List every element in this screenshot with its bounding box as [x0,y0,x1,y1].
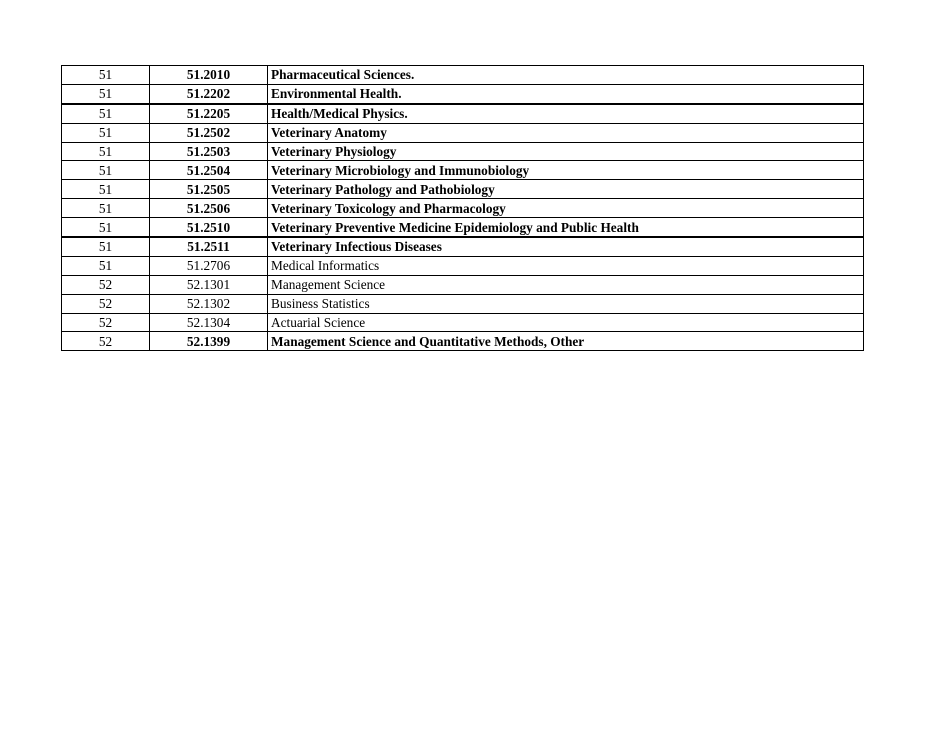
program-title-cell: Pharmaceutical Sciences. [268,66,864,85]
table-row [62,256,864,275]
program-title-cell: Actuarial Science [268,313,864,332]
cip-code-cell: 52.1304 [150,313,268,332]
table-row [62,104,864,123]
cip-code-table [61,65,864,351]
series-cell: 52 [62,313,150,332]
cip-code-cell: 51.2503 [150,142,268,161]
table-row [62,66,864,85]
program-title-cell: Business Statistics [268,294,864,313]
cip-code-cell: 51.2504 [150,161,268,180]
series-cell: 52 [62,275,150,294]
series-cell: 51 [62,237,150,256]
table-row [62,142,864,161]
table-row [62,84,864,103]
program-title-cell: Health/Medical Physics. [268,104,864,123]
table-row [62,237,864,256]
program-title-cell: Environmental Health. [268,84,864,103]
program-title-cell: Veterinary Infectious Diseases [268,237,864,256]
program-title-cell: Veterinary Anatomy [268,123,864,142]
program-title-cell: Veterinary Preventive Medicine Epidemiology and Public Health [268,218,864,237]
cip-code-cell: 51.2506 [150,199,268,218]
program-title-cell: Management Science [268,275,864,294]
cip-code-cell: 52.1399 [150,332,268,351]
series-cell: 51 [62,180,150,199]
program-title-cell: Veterinary Physiology [268,142,864,161]
table-row [62,332,864,351]
program-title-cell: Veterinary Pathology and Pathobiology [268,180,864,199]
cip-code-cell: 51.2202 [150,84,268,103]
series-cell: 52 [62,294,150,313]
series-cell: 51 [62,256,150,275]
series-cell: 51 [62,161,150,180]
series-cell: 51 [62,123,150,142]
cip-code-cell: 51.2010 [150,66,268,85]
series-cell: 51 [62,66,150,85]
series-cell: 51 [62,199,150,218]
program-title-cell: Veterinary Microbiology and Immunobiology [268,161,864,180]
table-row [62,161,864,180]
table-row [62,123,864,142]
cip-code-cell: 51.2502 [150,123,268,142]
table-row [62,313,864,332]
series-cell: 51 [62,84,150,103]
series-cell: 51 [62,218,150,237]
cip-code-cell: 52.1301 [150,275,268,294]
program-title-cell: Management Science and Quantitative Methods, Other [268,332,864,351]
series-cell: 51 [62,142,150,161]
table-row [62,199,864,218]
table-row [62,180,864,199]
cip-code-cell: 52.1302 [150,294,268,313]
cip-code-cell: 51.2205 [150,104,268,123]
table-body [62,66,864,351]
cip-code-cell: 51.2706 [150,256,268,275]
cip-code-cell: 51.2505 [150,180,268,199]
program-title-cell: Veterinary Toxicology and Pharmacology [268,199,864,218]
series-cell: 51 [62,104,150,123]
table-row [62,218,864,237]
table-row [62,275,864,294]
cip-code-cell: 51.2511 [150,237,268,256]
program-title-cell: Medical Informatics [268,256,864,275]
cip-code-cell: 51.2510 [150,218,268,237]
series-cell: 52 [62,332,150,351]
table-row [62,294,864,313]
